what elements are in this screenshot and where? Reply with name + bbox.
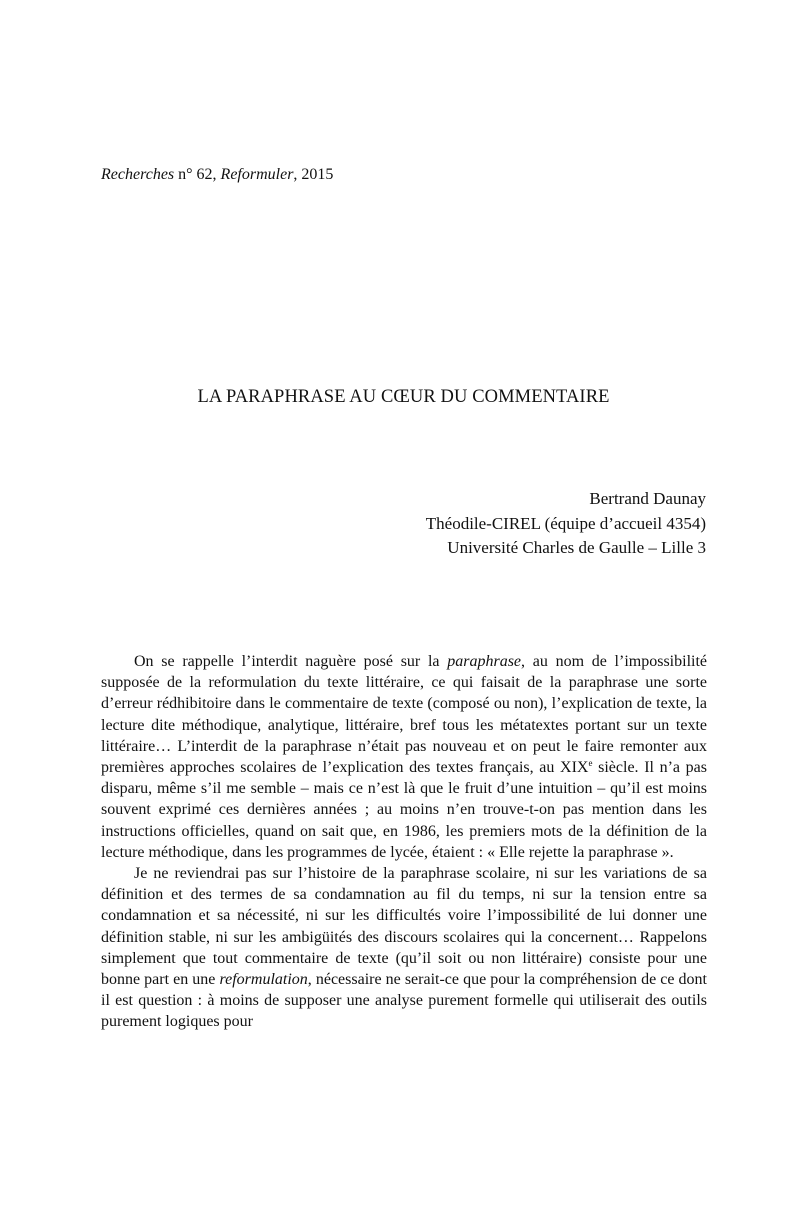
issue-theme: Reformuler	[220, 166, 294, 183]
paragraph-2-text-b: , nécessaire ne serait-ce que pour la compréhension de ce dont il est question : à moins de supposer une analyse purement formelle qui utiliserait des outils purement logiques pour	[101, 971, 707, 1031]
paragraph-1	[101, 651, 707, 863]
paragraph-1-emphasis: paraphrase	[447, 653, 522, 670]
paragraph-2	[101, 863, 707, 1033]
author-lab: Théodile-CIREL (équipe d’accueil 4354)	[425, 513, 706, 533]
article-title: LA PARAPHRASE AU CŒUR DU COMMENTAIRE	[197, 387, 610, 407]
paragraph-1-text-c: siècle. Il n’a pas disparu, même s’il me semble – mais ce n’est là que le fruit d’une intuition – qu’il est moins souvent exprimé ces dernières années ; au moins n’en trouve-t-on pas mention dans les instructions officielles, quand on sait que, en 1986, les premiers mots de la définition de la lecture méthodique, dans les programmes de lycée, étaient : « Elle rejette la paraphrase ».	[101, 759, 708, 861]
paragraph-2-emphasis: reformulation	[219, 971, 308, 989]
paragraph-2-text-a: Je ne reviendrai pas sur l’histoire de la paraphrase scolaire, ni sur les variations de sa définition et des termes de sa condamnation au fil du temps, ni sur la tension entre sa condamnation et sa nécessité, ni sur les difficultés voire l’impossibilité de lui donner une définition stable, ni sur les ambigüités des discours scolaires qui la concernent… Rappelons simplement que tout commentaire de texte (qu’il soit ou non littéraire) consiste pour une bonne part en une	[101, 865, 707, 989]
century-superscript: e	[588, 758, 593, 769]
author-university: Université Charles de Gaulle – Lille 3	[447, 538, 706, 557]
author-block	[426, 487, 706, 561]
running-head	[101, 165, 333, 185]
article-body	[101, 651, 707, 1033]
paragraph-1-text-a: On se rappelle l’interdit naguère posé sur la	[134, 653, 448, 670]
journal-name: Recherches	[101, 166, 175, 183]
author-name: Bertrand Daunay	[589, 489, 706, 508]
issue-number: n° 62,	[174, 166, 221, 183]
publication-year: , 2015	[293, 166, 334, 183]
paragraph-1-text-b: , au nom de l’impossibilité supposée de la reformulation du texte littéraire, ce qui faisait de la paraphrase une sorte d’erreur rédhibitoire dans le commentaire de texte (composé ou non), l’explication de texte, la lecture dite méthodique, analytique, littéraire, bref tous les métatextes portant sur un texte littéraire… L’interdit de la paraphrase n’était pas nouveau et on peut le faire remonter aux premières approches scolaires de l’explication des textes français, au XIX	[101, 653, 707, 777]
